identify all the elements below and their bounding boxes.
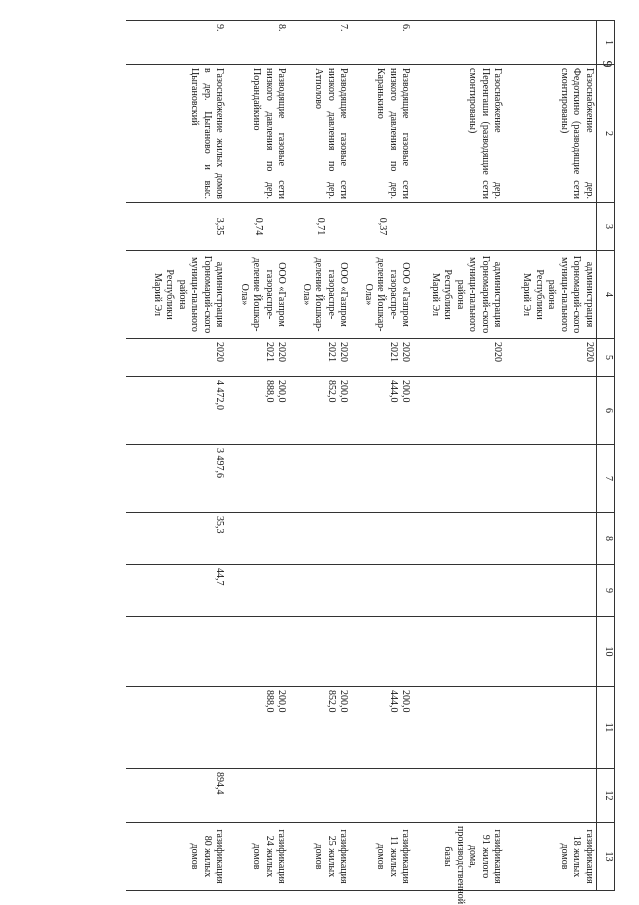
row-number [413,21,505,65]
regional-amount [289,513,351,565]
total-amount [505,377,597,445]
regional-amount [505,513,597,565]
column-12-amount: 894,4 [127,769,227,823]
years [289,339,351,377]
table-body [127,21,597,905]
customer: ООО «Газпром газораспре-деление Йошкар-Ола» [351,251,413,339]
customer: администрация Горномарий-ского муници-пального района Республики Марий Эл [127,251,227,339]
column-header-4: 4 [597,251,615,339]
column-header-12: 12 [597,769,615,823]
regional-amount [227,513,289,565]
row-number: 8. [227,21,289,65]
other-amount [127,617,227,687]
network-length: 0,74 [227,203,289,251]
rotated-table-page [87,20,615,905]
total-amount-value: 200,0 [276,380,288,403]
years [505,339,597,377]
object-name: Разводящие газовые сети низкого давления по дер. Каранькино [351,65,413,203]
column-header-6: 6 [597,377,615,445]
years [351,339,413,377]
local-amount [351,565,413,617]
result: газификация 80 жилых домов [127,823,227,891]
extra-budget-amount [227,687,289,769]
local-amount [227,565,289,617]
total-amount [127,377,227,445]
column-header-10: 10 [597,617,615,687]
column-header-7: 7 [597,445,615,513]
object-name: Газоснабжение дер. Федоткино (разводящие сети смонтированы) [505,65,597,203]
other-amount [413,617,505,687]
page-number: 9 [599,60,614,68]
years [227,339,289,377]
years-value: 2021 [388,342,399,362]
network-length [413,203,505,251]
years [127,339,227,377]
years [413,339,505,377]
extra-budget-amount-value: 444,0 [388,690,399,713]
total-amount-value: 888,0 [264,380,275,403]
extra-budget-amount-value: 888,0 [264,690,275,713]
extra-budget-amount [351,687,413,769]
federal-amount: 3 497,6 [127,445,227,513]
regional-amount [351,513,413,565]
total-amount-value: 200,0 [400,380,412,403]
column-header-13: 13 [597,823,615,891]
network-length [505,203,597,251]
column-header-2: 2 [597,65,615,203]
row-number [505,21,597,65]
other-amount [351,617,413,687]
federal-amount [227,445,289,513]
years-value: 2021 [326,342,337,362]
column-12-amount [505,769,597,823]
customer: администрация Горномарий-ского муници-пального района Республики Марий Эл [413,251,505,339]
extra-budget-amount-value: 200,0 [400,690,412,713]
extra-budget-amount [413,687,505,769]
years-value: 2021 [264,342,275,362]
total-amount [413,377,505,445]
row-number: 9. [127,21,227,65]
federal-amount [505,445,597,513]
local-amount: 44,7 [127,565,227,617]
column-header-9: 9 [597,565,615,617]
table-row [227,21,289,891]
total-amount-value: 200,0 [338,380,350,403]
result: газификация 24 жилых домов [227,823,289,891]
local-amount [505,565,597,617]
other-amount [227,617,289,687]
years-value: 2020 [214,342,226,362]
customer: ООО «Газпром газораспре-деление Йошкар-Ола» [289,251,351,339]
regional-amount: 35,3 [127,513,227,565]
row-number: 7. [289,21,351,65]
gasification-table [127,20,616,905]
result: газификация 25 жилых домов [289,823,351,891]
years-value: 2020 [492,342,504,362]
other-amount [289,617,351,687]
table-row [505,21,597,891]
network-length: 3,35 [127,203,227,251]
result: газификация 91 жилого дома, производственной базы [413,823,505,891]
customer: ООО «Газпром газораспре-деление Йошкар-Ола» [227,251,289,339]
total-amount-value: 444,0 [388,380,399,403]
extra-budget-amount-value: 200,0 [276,690,288,713]
years-value: 2020 [276,342,288,362]
column-12-amount [351,769,413,823]
column-12-amount [227,769,289,823]
extra-budget-amount [127,687,227,769]
result: газификация 11 жилых домов [351,823,413,891]
network-length: 0,37 [351,203,413,251]
column-header-8: 8 [597,513,615,565]
object-name: Разводящие газовые сети низкого давления по дер. Атполово [289,65,351,203]
column-header-3: 3 [597,203,615,251]
column-header-1: 1 [597,21,615,65]
regional-amount [413,513,505,565]
federal-amount [351,445,413,513]
column-header-5: 5 [597,339,615,377]
customer: администрация Горномарий-ского муници-пального района Республики Марий Эл [505,251,597,339]
row-number: 6. [351,21,413,65]
table-row [127,21,227,891]
column-12-amount [413,769,505,823]
object-name: Газоснабжение жилых домов в дер. Цыганово и выс. Цыгановский [127,65,227,203]
total-amount-value: 4 472,0 [214,380,226,410]
header-row [597,21,615,891]
federal-amount [289,445,351,513]
local-amount [289,565,351,617]
years-value: 2020 [400,342,412,362]
federal-amount [413,445,505,513]
extra-budget-amount [505,687,597,769]
total-amount [289,377,351,445]
column-header-11: 11 [597,687,615,769]
network-length: 0,71 [289,203,351,251]
column-12-amount [289,769,351,823]
extra-budget-amount [289,687,351,769]
table-row [413,21,505,891]
table-row [289,21,351,891]
result: газификация 18 жилых домов [505,823,597,891]
extra-budget-amount-value: 852,0 [326,690,337,713]
years-value: 2020 [338,342,350,362]
object-name: Газоснабжение дер. Перенгаши (разводящие сети смонтированы) [413,65,505,203]
object-name: Разводящие газовые сети низкого давления по дер. Порандайкино [227,65,289,203]
other-amount [505,617,597,687]
table-row [351,21,413,891]
total-amount [227,377,289,445]
local-amount [413,565,505,617]
years-value: 2020 [584,342,595,362]
total-amount-value: 852,0 [326,380,337,403]
extra-budget-amount-value: 200,0 [338,690,350,713]
total-amount [351,377,413,445]
